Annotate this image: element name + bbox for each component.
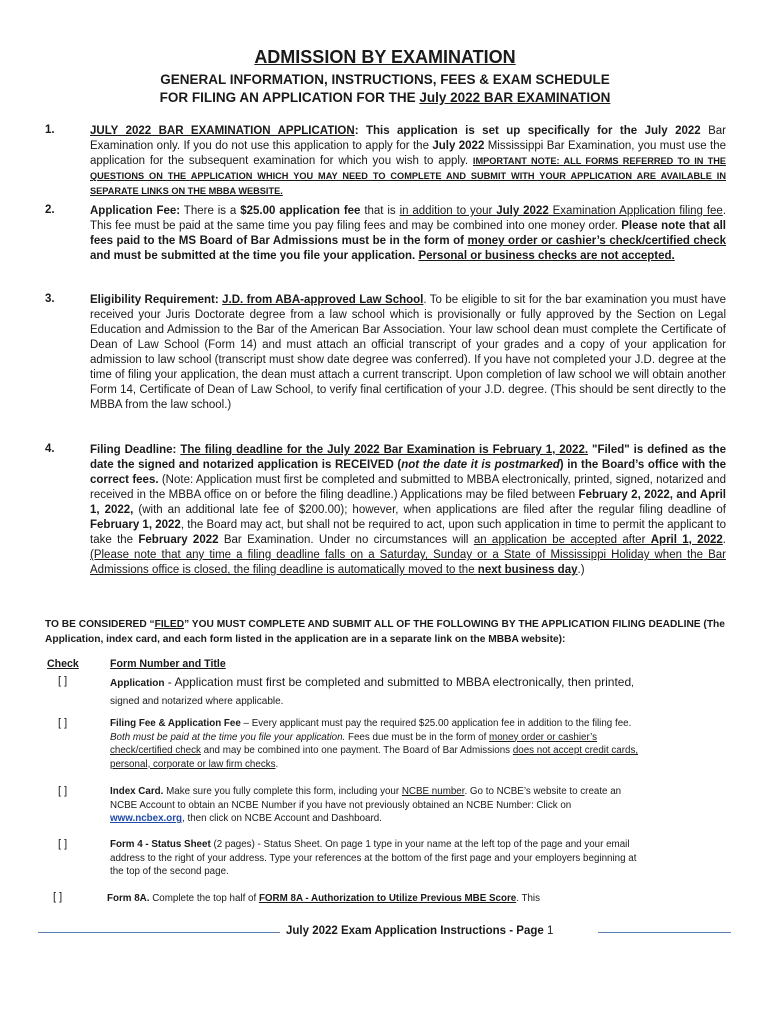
- form-filing-fee: Filing Fee & Application Fee – Every applicant must pay the required $25.00 application fee in addition to the filing fee. Both must be paid at the time you file your application. Fees due must be in the form of money order or cashier’s check/certified check and may be combined into one payment. The Board of Bar Admissions does not accept credit cards, personal, corporate or law firm checks.: [110, 718, 639, 770]
- section-number: 1.: [45, 124, 55, 136]
- form-index-card: Index Card. Make sure you fully complete this form, including your NCBE number. Go to NCBE’s website to create an NCBE Account to obtain an NCBE Number if you have not previously obtained an NCBE Number: Click on www.ncbex.org, then click on NCBE Account and Dashboard.: [110, 786, 622, 824]
- section-body: Filing Deadline: The filing deadline for the July 2022 Bar Examination is February 1, 2022. "Filed" is defined as the date the signed and notarized application is RECEIVED (not the date it is postmarked) in the Board’s office with the correct fees. (Note: Application must first be completed and submitted to MBBA electronically, printed, signed, notarized and received in the MBBA office on or before the filing deadline.) Applications may be filed between February 2, 2022, and April 1, 2022, (with an additional late fee of $200.00); however, when applications are filed after the regular filing deadline of February 1, 2022, the Board may act, but shall not be required to act, upon such application in time to permit the applicant to take the February 2022 Bar Examination. Under no circumstances will an application be accepted after April 1, 2022. (Please note that any time a filing deadline falls on a Saturday, Sunday or a State of Mississippi Holiday when the Bar Admissions office is closed, the filing deadline is automatically moved to the next business day.): [90, 444, 727, 576]
- section-number: 3.: [45, 293, 55, 305]
- footer-rule-left: [38, 932, 280, 933]
- form-4-status-sheet: Form 4 - Status Sheet (2 pages) - Status Sheet. On page 1 type in your name at the left top of the page and your email address to the right of your address. Type your references at the bottom of the first page and your employers beginning at the top of the second page.: [110, 839, 637, 877]
- form-application: Application - Application must first be completed and submitted to MBBA electronically, then printed, signed and notarized where applicable.: [110, 675, 634, 707]
- form-8a: Form 8A. Complete the top half of FORM 8A - Authorization to Utilize Previous MBE Score. This: [107, 893, 540, 904]
- section-body: JULY 2022 BAR EXAMINATION APPLICATION: This application is set up specifically for the July 2022 Bar Examination only. If you do not use this application to apply for the July 2022 Mississippi Bar Examination, you must use the application for the subsequent examination for which you wish to apply. IMPORTANT NOTE: ALL FORMS REFERRED TO IN THE QUESTIONS ON THE APPLICATION WHICH YOU MAY NEED TO COMPLETE AND SUBMIT WITH YOUR APPLICATION ARE AVAILABLE IN SEPARATE LINKS ON THE MBBA WEBSITE.: [90, 125, 726, 196]
- page-number: 1: [546, 925, 554, 937]
- section-body: Application Fee: There is a $25.00 application fee that is in addition to your July 2022 Examination Application filing fee. This fee must be paid at the same time you pay filing fees and may be combined into one money order. Please note that all fees paid to the MS Board of Bar Admissions must be in the form of money order or cashier’s check/certified check and must be submitted at the time you file your application. Personal or business checks are not accepted.: [90, 205, 727, 262]
- section-body: Eligibility Requirement: J.D. from ABA-approved Law School. To be eligible to sit for the bar examination you must have received your Juris Doctorate degree from a law school which is provisionally or fully approved by the Section on Legal Education and Admission to the Bar of the American Bar Association. Your law school dean must complete the Certificate of Dean of Law School (Form 14) and must attach an official transcript of your grades and a copy of your application for admission to law school (transcript must show date degree was conferred). If you have not completed your J.D. degree at the time of filing your application, the dean must attach a current transcript. Upon completion of law school we will obtain another Form 14, Certificate of Dean of Law School, to verify final certification of your J.D. degree. (This should be sent directly to the MBBA from the law school.): [90, 294, 727, 411]
- checkbox-index-card[interactable]: [ ]: [58, 785, 68, 797]
- column-check: Check: [47, 658, 79, 670]
- section-number: 4.: [45, 443, 55, 455]
- document-title: ADMISSION BY EXAMINATION: [254, 47, 516, 67]
- checkbox-application[interactable]: [ ]: [58, 675, 68, 687]
- filed-requirements: TO BE CONSIDERED “FILED” YOU MUST COMPLETE AND SUBMIT ALL OF THE FOLLOWING BY THE APPLICATION FILING DEADLINE (The Application, index card, and each form listed in the application are in a separate link on the MBBA website):: [45, 619, 725, 645]
- column-form: Form Number and Title: [110, 658, 226, 670]
- footer-page-label: July 2022 Exam Application Instructions - Page 1: [286, 925, 554, 937]
- subtitle-exam-name: July 2022 BAR EXAMINATION: [419, 90, 611, 105]
- ncbex-link[interactable]: www.ncbex.org: [110, 813, 183, 824]
- important-note: IMPORTANT NOTE: ALL FORMS REFERRED TO IN THE QUESTIONS ON THE APPLICATION WHICH YOU MAY NEED TO COMPLETE AND SUBMIT WITH YOUR APPLICATION ARE AVAILABLE IN SEPARATE LINKS ON THE MBBA WEBSITE.: [90, 156, 726, 196]
- checkbox-form-8a[interactable]: [ ]: [53, 891, 63, 903]
- checkbox-form-4[interactable]: [ ]: [58, 838, 68, 850]
- footer-rule-right: [598, 932, 731, 933]
- subtitle-general-info: GENERAL INFORMATION, INSTRUCTIONS, FEES & EXAM SCHEDULE: [160, 72, 610, 87]
- section-number: 2.: [45, 204, 55, 216]
- checkbox-filing-fee[interactable]: [ ]: [58, 717, 68, 729]
- subtitle-filing: FOR FILING AN APPLICATION FOR THE July 2022 BAR EXAMINATION: [159, 90, 611, 105]
